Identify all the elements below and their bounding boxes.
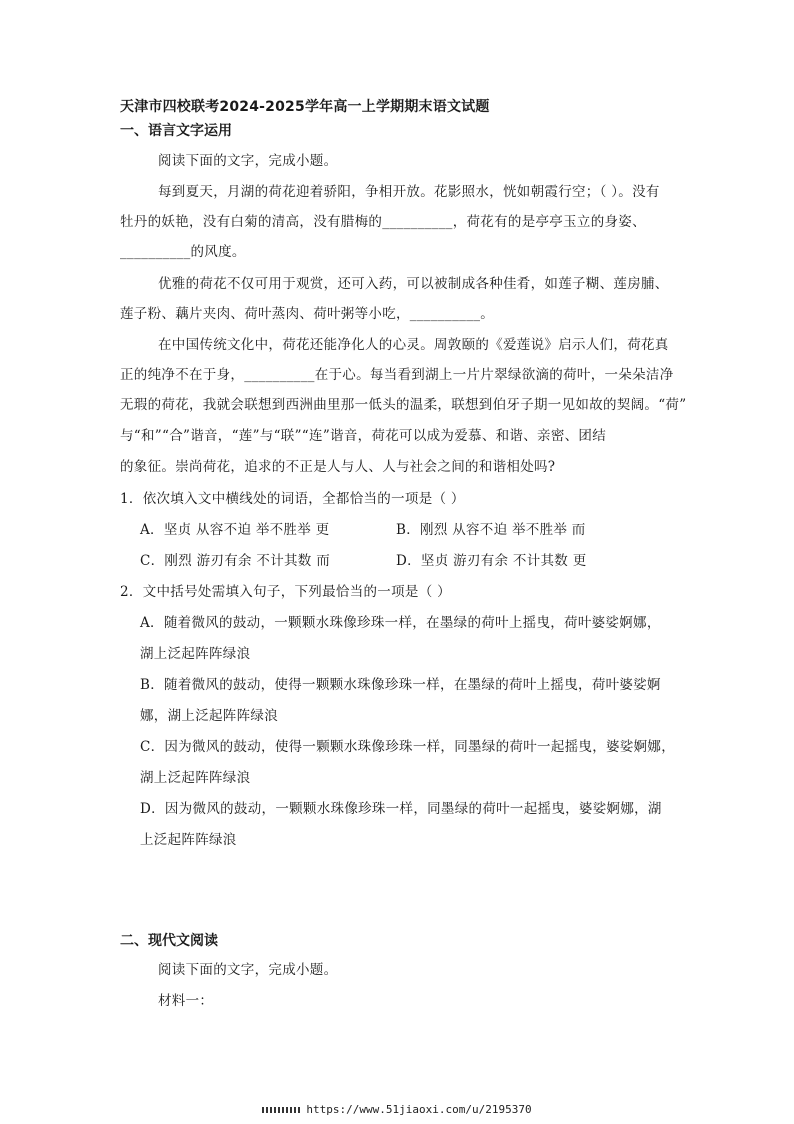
question-2-option-d-cont: 上泛起阵阵绿浪 — [140, 832, 237, 848]
passage-line: 每到夏天，月湖的荷花迎着骄阳，争相开放。花影照水，恍如朝霞行空；（ ）。没有 — [158, 184, 660, 200]
section-heading-1: 一、语言文字运用 — [120, 123, 232, 139]
question-1-option-c: C．刚烈 游刃有余 不计其数 而 — [140, 553, 331, 569]
question-2-option-b-cont: 娜，湖上泛起阵阵绿浪 — [140, 708, 278, 724]
passage-line: __________的风度。 — [120, 244, 246, 260]
passage-line: 与“和”“合”谐音，“莲”与“联”“连”谐音，荷花可以成为爱慕、和谐、亲密、团结 — [120, 428, 607, 444]
passage-line: 在中国传统文化中，荷花还能净化人的心灵。周敦颐的《爱莲说》启示人们，荷花真 — [158, 337, 669, 353]
question-2-option-c: C．因为微风的鼓动，使得一颗颗水珠像珍珠一样，同墨绿的荷叶一起摇曳，婆娑婀娜， — [140, 739, 676, 755]
section-heading-2: 二、现代文阅读 — [120, 933, 218, 949]
question-2-option-c-cont: 湖上泛起阵阵绿浪 — [140, 770, 251, 786]
question-2-option-b: B．随着微风的鼓动，使得一颗颗水珠像珍珠一样，在墨绿的荷叶上摇曳，荷叶婆娑婀 — [140, 677, 661, 693]
document-title: 天津市四校联考2024-2025学年高一上学期期末语文试题 — [120, 99, 490, 115]
passage-line: 莲子粉、藕片夹肉、荷叶蒸肉、荷叶粥等小吃，__________。 — [120, 306, 495, 322]
footer-url[interactable]: https://www.51jiaoxi.com/u/2195370 — [306, 1103, 532, 1116]
passage-line: 正的纯净不在于身，__________在于心。每当看到湖上一片片翠绿欲滴的荷叶，一朵朵洁净 — [120, 367, 674, 383]
section1-intro: 阅读下面的文字，完成小题。 — [158, 153, 338, 169]
question-2-stem: 2．文中括号处需填入句子，下列最恰当的一项是（ ） — [120, 584, 451, 600]
passage-line: 优雅的荷花不仅可用于观赏，还可入药，可以被制成各种佳肴，如莲子糊、莲房脯、 — [158, 276, 669, 292]
question-1-stem: 1．依次填入文中横线处的词语，全都恰当的一项是（ ） — [120, 491, 465, 507]
question-2-option-a-cont: 湖上泛起阵阵绿浪 — [140, 646, 251, 662]
passage-line: 牡丹的妖艳，没有白菊的清高，没有腊梅的__________，荷花有的是亭亭玉立的身姿、 — [120, 214, 646, 230]
question-1-option-a: A．坚贞 从容不迫 举不胜举 更 — [140, 522, 330, 538]
question-1-option-d: D．坚贞 游刃有余 不计其数 更 — [396, 553, 587, 569]
passage-line: 无瑕的荷花，我就会联想到西洲曲里那一低头的温柔，联想到伯牙子期一见如故的契阔。“荷” — [120, 397, 687, 413]
footer — [0, 1103, 794, 1116]
site-logo-icon — [262, 1107, 300, 1113]
question-2-option-d: D．因为微风的鼓动，一颗颗水珠像珍珠一样，同墨绿的荷叶一起摇曳，婆娑婀娜，湖 — [140, 801, 662, 817]
material-label: 材料一： — [158, 993, 214, 1009]
passage-line: 的象征。崇尚荷花，追求的不正是人与人、人与社会之间的和谐相处吗? — [120, 459, 556, 475]
question-2-option-a: A．随着微风的鼓动，一颗颗水珠像珍珠一样，在墨绿的荷叶上摇曳，荷叶婆娑婀娜， — [140, 615, 661, 631]
section2-intro: 阅读下面的文字，完成小题。 — [158, 962, 338, 978]
question-1-option-b: B．刚烈 从容不迫 举不胜举 而 — [396, 522, 586, 538]
